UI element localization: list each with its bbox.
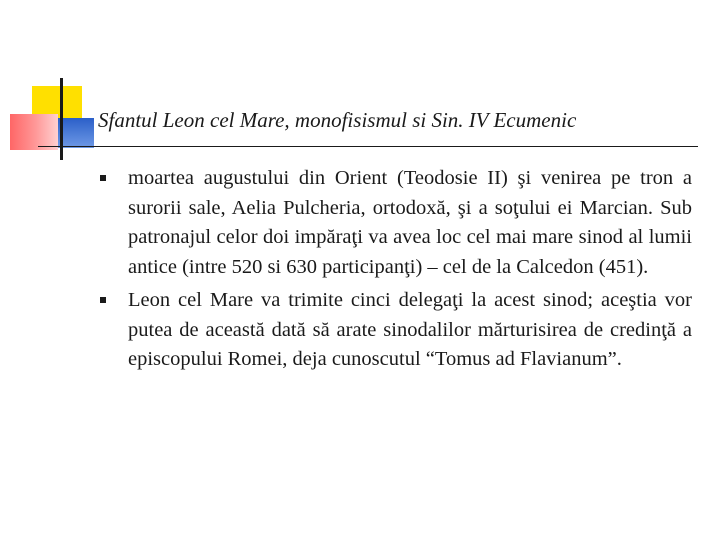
bullet-square-icon <box>100 175 106 181</box>
bullet-item <box>100 286 692 375</box>
decorative-blue-square <box>58 118 94 148</box>
bullet-item <box>100 164 692 282</box>
bullet-square-icon <box>100 297 106 303</box>
bullet-list <box>100 164 692 379</box>
decorative-vertical-line <box>60 78 63 160</box>
bullet-text: Leon cel Mare va trimite cinci delegaţi la acest sinod; aceştia vor putea de această dată să arate sinodalilor mărturisirea de credinţă a episcopului Romei, deja cunoscutul “Tomus ad Flavianum”. <box>128 289 692 370</box>
slide-title: Sfantul Leon cel Mare, monofisismul si Sin. IV Ecumenic <box>98 108 577 132</box>
bullet-text: moartea augustului din Orient (Teodosie II) şi venirea pe tron a surorii sale, Aelia Pulcheria, ortodoxă, şi a soţului ei Marcian. Sub patronajul celor doi impăraţi va avea loc cel mai mare sinod al lumii antice (intre 520 si 630 participanţi) – cel de la Calcedon (451). <box>128 167 692 278</box>
decorative-red-square <box>10 114 58 150</box>
title-underline <box>38 146 698 147</box>
